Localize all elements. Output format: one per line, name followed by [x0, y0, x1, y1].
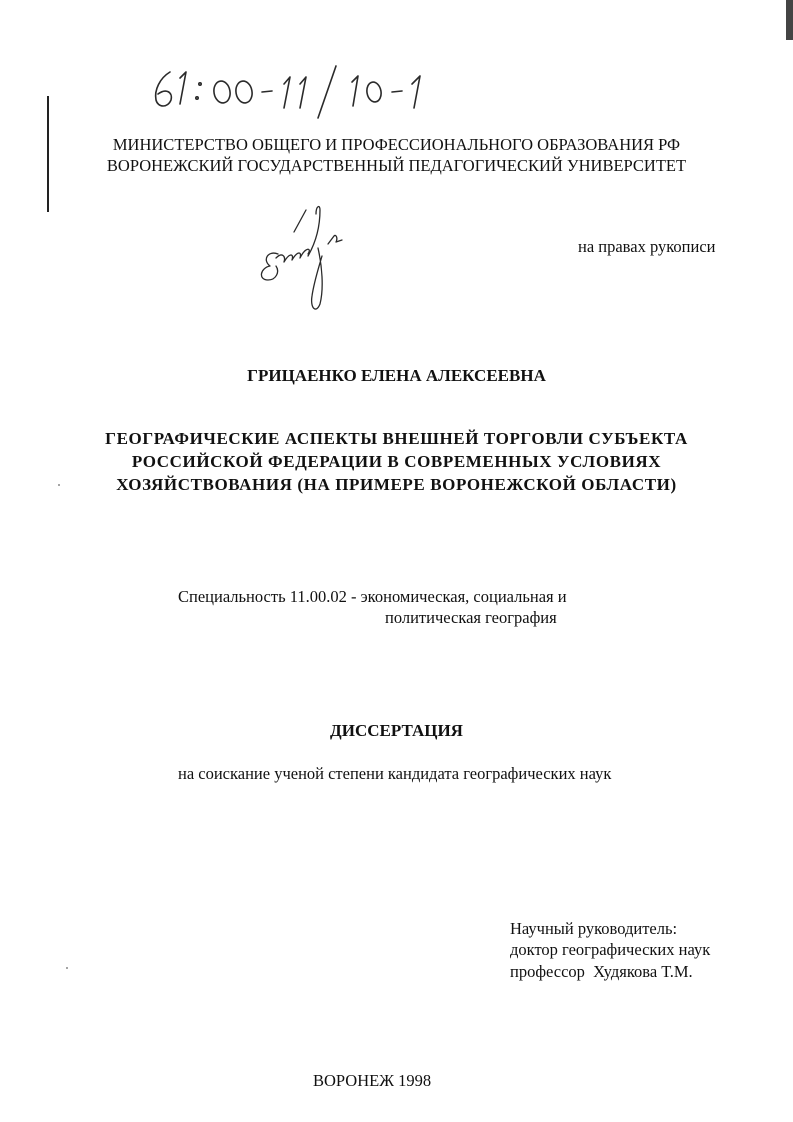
specialty-line-2: политическая география	[385, 608, 557, 627]
supervisor-name: профессор Худякова Т.М.	[510, 962, 693, 981]
title-line-3: ХОЗЯЙСТВОВАНИЯ (НА ПРИМЕРЕ ВОРОНЕЖСКОЙ ОБЛАСТИ)	[116, 475, 677, 494]
scan-speck	[66, 967, 68, 969]
degree-line: на соискание ученой степени кандидата географических наук	[178, 764, 612, 783]
city-year: ВОРОНЕЖ 1998	[313, 1071, 432, 1090]
handwritten-archive-code	[140, 50, 460, 120]
title-line-2: РОССИЙСКОЙ ФЕДЕРАЦИИ В СОВРЕМЕННЫХ УСЛОВИЯХ	[131, 452, 662, 471]
author-signature	[250, 196, 360, 316]
title-line-1: ГЕОГРАФИЧЕСКИЕ АСПЕКТЫ ВНЕШНЕЙ ТОРГОВЛИ СУБЪЕКТА	[105, 429, 688, 448]
supervisor-degree: доктор географических наук	[510, 940, 711, 959]
university-line: ВОРОНЕЖСКИЙ ГОСУДАРСТВЕННЫЙ ПЕДАГОГИЧЕСКИЙ УНИВЕРСИТЕТ	[106, 156, 687, 175]
document-type: ДИССЕРТАЦИЯ	[330, 721, 463, 740]
supervisor-label: Научный руководитель:	[510, 919, 678, 938]
scan-corner-mark	[786, 0, 793, 40]
author-name: ГРИЦАЕНКО ЕЛЕНА АЛЕКСЕЕВНА	[247, 366, 546, 385]
specialty-line-1: Специальность 11.00.02 - экономическая, социальная и	[178, 587, 567, 606]
manuscript-rights-note: на правах рукописи	[578, 237, 716, 256]
ministry-line: МИНИСТЕРСТВО ОБЩЕГО И ПРОФЕССИОНАЛЬНОГО ОБРАЗОВАНИЯ РФ	[112, 135, 681, 154]
